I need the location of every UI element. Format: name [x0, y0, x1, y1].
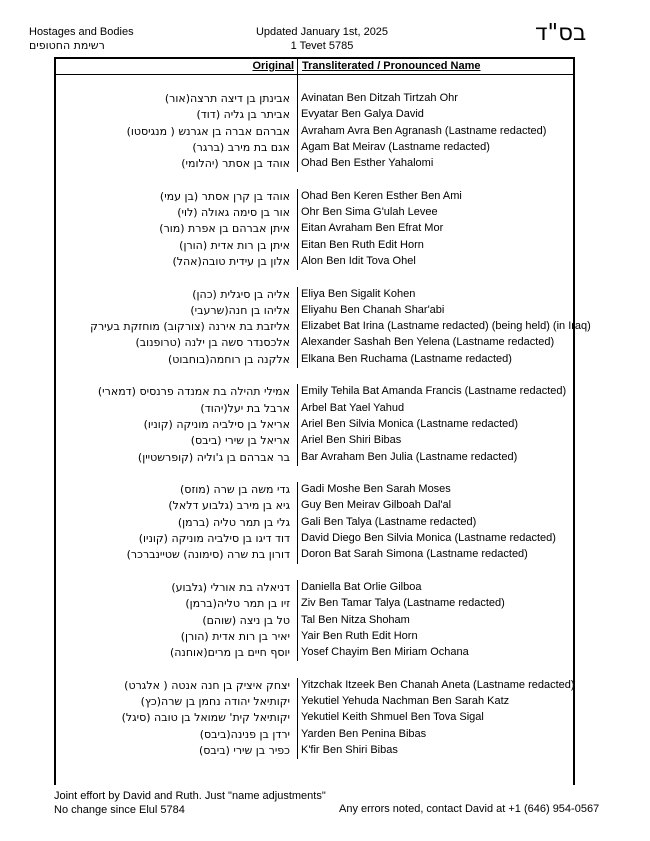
row-divider [297, 596, 298, 612]
table-body [56, 91, 591, 759]
table-row [56, 287, 573, 303]
table-row [56, 450, 573, 466]
table-row [56, 515, 573, 531]
transliterated-name: Eitan Ben Ruth Edit Horn [301, 238, 424, 251]
original-name: גיא בן מירב (גלבוע דלאל) [168, 499, 290, 513]
footer-status: No change since Elul 5784 [54, 804, 185, 816]
table-header [56, 59, 573, 75]
original-name: כפיר בן שירי (ביבס) [198, 743, 290, 757]
transliterated-name: Yitzchak Itzeek Ben Chanah Aneta (Lastname redacted) [301, 678, 575, 691]
transliterated-name: Ohad Ben Esther Yahalomi [301, 157, 434, 170]
table-row [56, 613, 573, 629]
row-divider [297, 645, 298, 661]
original-name: אליה בן סיגלית (כהן) [192, 287, 290, 301]
row-divider [297, 710, 298, 726]
transliterated-name: Doron Bat Sarah Simona (Lastname redacted) [301, 548, 528, 561]
row-divider [297, 547, 298, 563]
table-row [56, 710, 573, 726]
transliterated-name: Yair Ben Ruth Edit Horn [301, 629, 418, 642]
row-divider [297, 384, 298, 400]
row-divider [297, 303, 298, 319]
header-center [247, 25, 397, 53]
table-row [56, 596, 573, 612]
table-row [56, 221, 573, 237]
header-left [29, 25, 134, 53]
row-divider [297, 694, 298, 710]
table-row [56, 482, 573, 498]
column-header-original: Original [252, 60, 294, 72]
table-row [56, 645, 573, 661]
transliterated-name: Agam Bat Meirav (Lastname redacted) [301, 140, 490, 153]
transliterated-name: Gadi Moshe Ben Sarah Moses [301, 483, 451, 496]
table-row [56, 156, 573, 172]
table-row [56, 254, 573, 270]
footer-contact: Any errors noted, contact David at +1 (646) 954-0567 [339, 803, 600, 815]
table-row [56, 140, 573, 156]
row-divider [297, 221, 298, 237]
transliterated-name: Eliya Ben Sigalit Kohen [301, 287, 416, 300]
transliterated-name: Yekutiel Yehuda Nachman Ben Sarah Katz [301, 694, 510, 707]
transliterated-name: Alexander Sashah Ben Yelena (Lastname redacted) [301, 336, 555, 349]
transliterated-name: Ziv Ben Tamar Talya (Lastname redacted) [301, 597, 505, 610]
original-name: אליזבת בת אירנה (צורקוב) מוחזקת בעירק [90, 320, 290, 334]
row-divider [297, 352, 298, 368]
original-name: ארבל בת יעל(יהוד) [200, 401, 290, 415]
transliterated-name: Avraham Avra Ben Agranash (Lastname redacted) [301, 124, 547, 137]
original-name: אבינתן בן דיצה תרצה(אור) [164, 92, 290, 105]
transliterated-name: Guy Ben Meirav Gilboah Dal'al [301, 499, 452, 512]
row-divider [297, 319, 298, 335]
original-name: אליהו בן חנה(שרעבי) [190, 303, 290, 317]
row-divider [297, 629, 298, 645]
original-name: אור בן סימה גאולה (לוי) [177, 206, 290, 220]
original-name: איתן בן רות אדית (הורן) [179, 238, 290, 252]
original-name: דניאלה בת אורלי (גלבוע) [171, 580, 290, 594]
row-divider [297, 433, 298, 449]
original-name: זיו בן תמר טליה(ברמן) [185, 597, 290, 611]
row-divider [297, 482, 298, 498]
row-divider [297, 254, 298, 270]
original-name: אברהם אברה בן אגרנש ( מנגיסטו) [126, 124, 290, 138]
row-divider [297, 156, 298, 172]
transliterated-name: Elkana Ben Ruchama (Lastname redacted) [301, 352, 512, 365]
table-row [56, 743, 573, 759]
table-row [56, 319, 591, 335]
transliterated-name: Tal Ben Nitza Shoham [301, 613, 410, 626]
transliterated-name: Eliyahu Ben Chanah Shar'abi [301, 303, 445, 316]
original-name: יאיר בן רות אדית (הורן) [180, 629, 290, 643]
table-row [56, 303, 573, 319]
table-row [56, 124, 573, 140]
original-name: בר אברהם בן ג'וליה (קופרשטיין) [137, 450, 290, 464]
transliterated-name: Evyatar Ben Galya David [301, 108, 424, 121]
row-divider [297, 515, 298, 531]
footer-note: Joint effort by David and Ruth. Just "name adjustments" [54, 790, 326, 802]
table-row [56, 498, 573, 514]
transliterated-name: Emily Tehila Bat Amanda Francis (Lastname redacted) [301, 385, 567, 398]
transliterated-name: Arbel Bat Yael Yahud [301, 401, 405, 414]
row-divider [297, 189, 298, 205]
table-row [56, 433, 573, 449]
table-row [56, 629, 573, 645]
transliterated-name: Ariel Ben Shiri Bibas [301, 434, 402, 447]
table-row [56, 694, 573, 710]
header-divider [297, 59, 298, 74]
row-divider [297, 678, 298, 694]
original-name: גלי בן תמר טליה (ברמן) [177, 515, 290, 529]
table-row [56, 678, 573, 694]
row-divider [297, 580, 298, 596]
transliterated-name: K'fir Ben Shiri Bibas [301, 743, 398, 756]
table-row [56, 580, 573, 596]
row-divider [297, 335, 298, 351]
row-divider [297, 401, 298, 417]
row-divider [297, 287, 298, 303]
transliterated-name: Yekutiel Keith Shmuel Ben Tova Sigal [301, 711, 484, 724]
original-name: אמילי תהילה בת אמנדה פרנסיס (דמארי) [97, 385, 290, 399]
original-name: יוסף חיים בן מרים(אוחנה) [169, 646, 290, 660]
original-name: אלכסנדר סשה בן ילנה (טרופנוב) [135, 336, 290, 350]
table-row [56, 107, 573, 123]
updated-date: Updated January 1st, 2025 [255, 26, 389, 38]
transliterated-name: David Diego Ben Silvia Monica (Lastname redacted) [301, 532, 556, 545]
original-name: אוהד בן אסתר (יהלומי) [181, 157, 290, 171]
row-divider [297, 107, 298, 123]
names-table [54, 57, 591, 785]
table-row [56, 417, 573, 433]
original-name: גדי משה בן שרה (מוזס) [180, 483, 290, 497]
row-divider [297, 743, 298, 759]
original-name: אוהד בן קרן אסתר (בן עמי) [159, 189, 290, 203]
transliterated-name: Eitan Avraham Ben Efrat Mor [301, 222, 444, 235]
original-name: איתן אברהם בן אפרת (מור) [159, 222, 290, 236]
footer-left [54, 789, 326, 817]
transliterated-name: Yarden Ben Penina Bibas [301, 727, 427, 740]
table-row [56, 91, 573, 107]
transliterated-name: Yosef Chayim Ben Miriam Ochana [301, 646, 469, 659]
row-divider [297, 205, 298, 221]
table-row [56, 335, 573, 351]
transliterated-name: Avinatan Ben Ditzah Tirtzah Ohr [301, 92, 458, 104]
row-divider [297, 238, 298, 254]
table-row [56, 205, 573, 221]
table-row [56, 727, 573, 743]
original-name: דורון בת שרה (סימונה) שטיינברכר) [126, 548, 290, 562]
original-name: ירדן בן פנינה(ביבס) [199, 727, 290, 741]
original-name: דוד דיגו בן סילביה מוניקה (קוניו) [138, 532, 290, 546]
transliterated-name: Gali Ben Talya (Lastname redacted) [301, 515, 477, 528]
bsd-mark: בס"ד [535, 20, 587, 46]
row-divider [297, 498, 298, 514]
transliterated-name: Bar Avraham Ben Julia (Lastname redacted) [301, 450, 518, 463]
column-header-transliterated: Transliterated / Pronounced Name [302, 60, 481, 72]
row-divider [297, 450, 298, 466]
transliterated-name: Elizabet Bat Irina (Lastname redacted) (being held) (in Iraq) [301, 320, 591, 333]
original-name: יקותיאל יהודה נחמן בן שרה(כץ) [140, 694, 290, 708]
transliterated-name: Ohr Ben Sima G'ulah Levee [301, 206, 438, 219]
document-title-hebrew: רשימת החטופים [29, 39, 105, 52]
row-divider [297, 417, 298, 433]
original-name: יצחק איציק בן חנה אנטה ( אלגרט) [124, 678, 290, 692]
table-row [56, 531, 573, 547]
table-row [56, 238, 573, 254]
hebrew-date: 1 Tevet 5785 [290, 40, 354, 52]
original-name: אלקנה בן רוחמה(בוחבוט) [167, 352, 290, 366]
document-title: Hostages and Bodies [29, 26, 134, 38]
table-row [56, 352, 573, 368]
row-divider [297, 91, 298, 107]
original-name: יקותיאל קית' שמואל בן טובה (סיגל) [121, 711, 290, 725]
original-name: אלון בן עידית טובה(אהל) [172, 254, 290, 268]
original-name: אביתר בן גליה (דוד) [196, 108, 290, 122]
row-divider [297, 613, 298, 629]
row-divider [297, 531, 298, 547]
original-name: אריאל בן שירי (ביבס) [190, 434, 290, 448]
table-row [56, 547, 573, 563]
row-divider [297, 140, 298, 156]
original-name: אריאל בן סילביה מוניקה (קוניו) [143, 417, 290, 431]
row-divider [297, 727, 298, 743]
table-row [56, 384, 573, 400]
row-divider [297, 124, 298, 140]
original-name: אגם בת מירב (ברגר) [192, 140, 290, 154]
original-name: טל בן ניצה (שוהם) [202, 613, 290, 627]
table-row [56, 189, 573, 205]
transliterated-name: Daniella Bat Orlie Gilboa [301, 580, 422, 593]
transliterated-name: Ohad Ben Keren Esther Ben Ami [301, 189, 462, 202]
table-row [56, 401, 573, 417]
transliterated-name: Ariel Ben Silvia Monica (Lastname redacted) [301, 417, 519, 430]
transliterated-name: Alon Ben Idit Tova Ohel [301, 254, 416, 267]
